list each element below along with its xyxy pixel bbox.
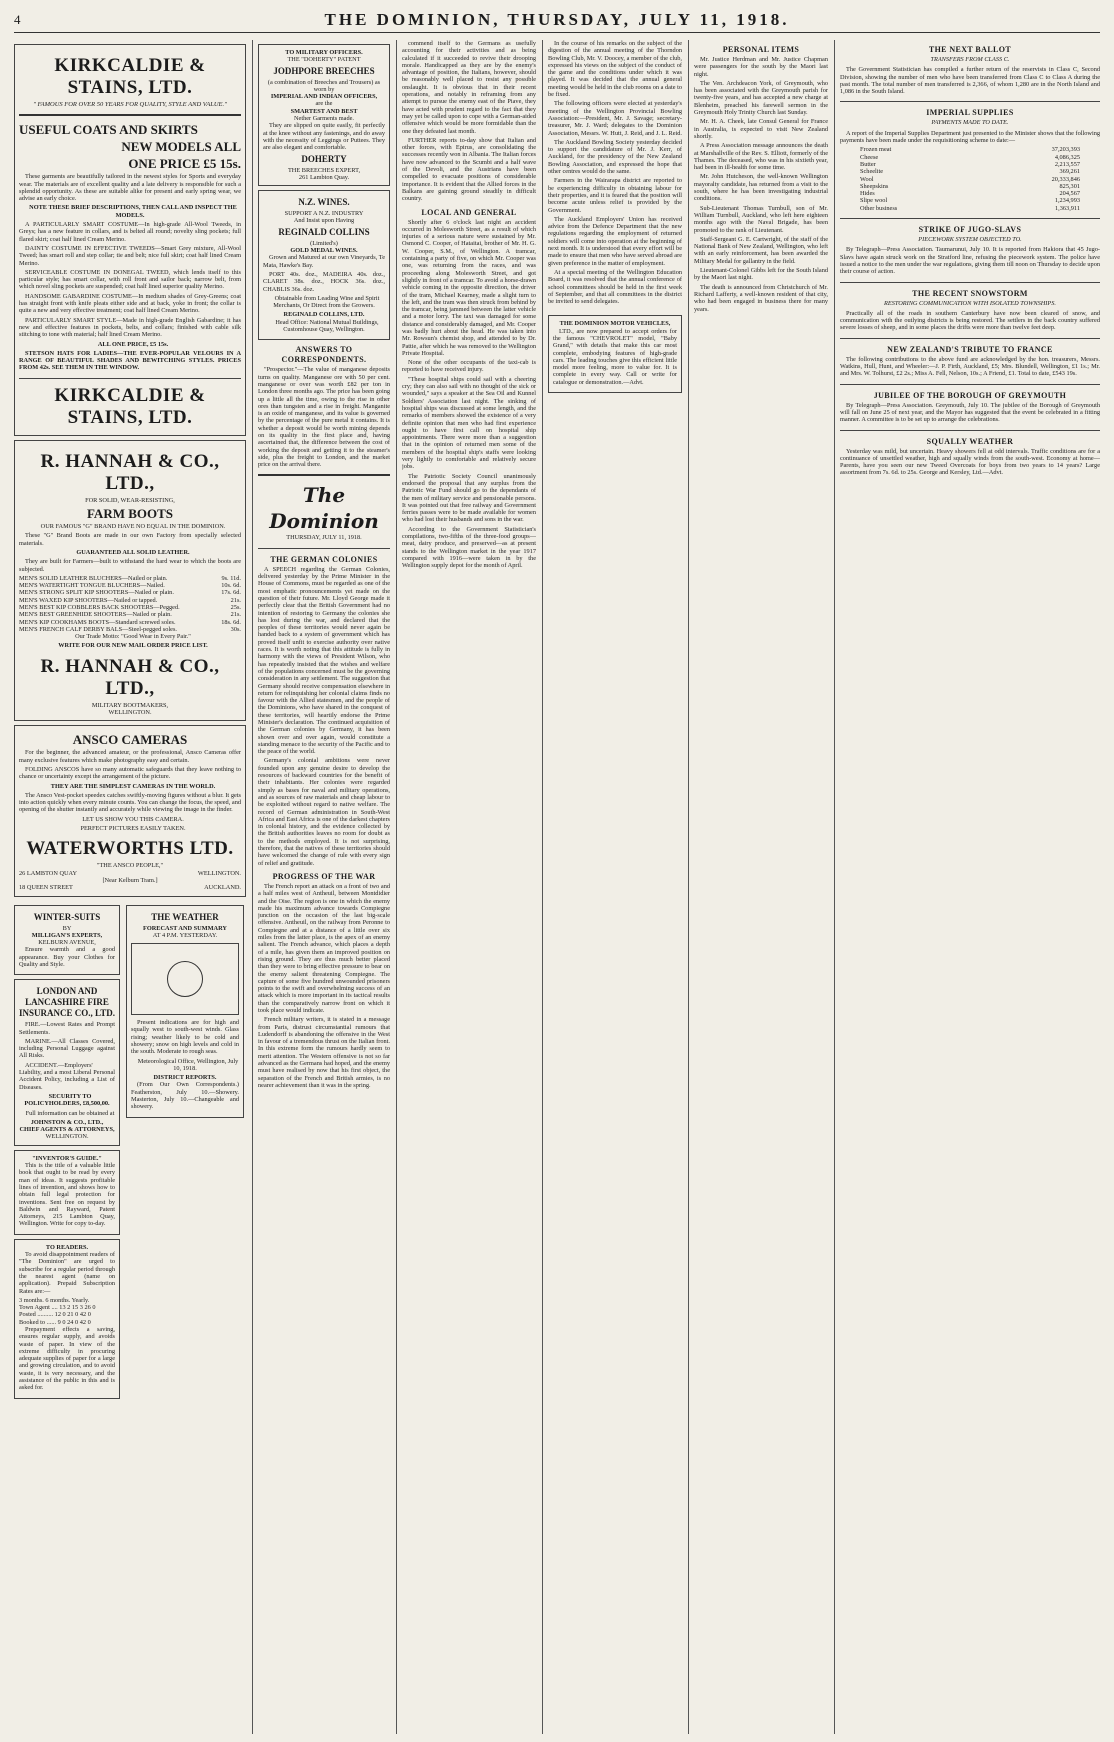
weather-chart (131, 943, 239, 1015)
editorial-continued-2: FURTHER reports to-day show that Italian and other forces, with Epirus, are consolidating the successes recently won in Albania. The Italian forces have now advanced to the Scumbi and a half wave of the Devoli, and the Austrians have been compelled to evacuate positions of considerable importance. It is evident that the Allied forces in the Balkans are gaining ground steadily in difficult country. (402, 136, 536, 203)
supplies-table (840, 146, 1100, 212)
squally-title: SQUALLY WEATHER (926, 436, 1014, 446)
progress-body: The French report an attack on a front of two and a half miles west of Antheuil, between Montdidier and the Oise. The region is one in which the enemy made his maximum advance towards Compiegne junction on the occasion of the last big-scale offensive. Antheuil, on the railway from Peronne to Compiegne and at a distance of a little over six miles from the latter place, is the apex of an enemy salient. The French advance, which places a depth of a mile, has given them an improved position on rising ground. They are thus much better placed than they were to bring effective pressure to bear on the enemy salient threatening Compiegne. The capture of some five hundred unwounded prisoners points to the swift and overwhelming success of an attack which is more important in its tactical results than the comparatively narrow front on which it took place would indicate. (258, 882, 390, 1014)
local-item: The Auckland Bowling Society yesterday decided to support the candidature of Mr. J. Kerr, of Auckland, for the presidency of the New Zealand Bowling Association, and expressed the hope that other centres would do the same. (548, 138, 682, 176)
london-agents2: CHIEF AGENTS & ATTORNEYS, (19, 1126, 115, 1134)
hannah-motto: Our Trade Motto: "Good Wear in Every Pair." (75, 633, 191, 641)
wines-insist: And Insist upon Having (293, 217, 355, 225)
officers-smartest: SMARTEST AND BEST (290, 107, 358, 115)
strike-title: STRIKE OF JUGO-SLAVS (918, 225, 1022, 235)
wines-prices: PORT 40s. doz., MADEIRA 40s. doz., CLARET 38s. doz., HOCK 36s. doz., CHABLIS 36s. doz. (263, 270, 385, 293)
to-readers (14, 1239, 120, 1399)
table-row: Slipe wool 1,234,993 (860, 197, 1080, 205)
hannah-headline: FARM BOOTS (86, 506, 174, 522)
personal-item: Lieutenant-Colonel Gibbs left for the South Island by the Maori last night. (694, 267, 828, 282)
readers-body: To avoid disappointment readers of "The Dominion" are urged to subscribe for a regular period through the nearest agent (name on application). Prepaid Subscription Rates are:— (19, 1251, 115, 1295)
kirkcaldie-item-4: HANDSOME GABARDINE COSTUME—In medium shades of Grey-Greens; coat has straight front with knife pleats either side and at back, yoke in front; the collar is quite a new and very effective treatment; coat half lined Cream Merino. (19, 292, 241, 315)
hannah-desc: These "G" Brand Boots are made in our own Factory from specially selected materials. (19, 532, 241, 547)
kirkcaldie-item-1: A PARTICULARLY SMART COSTUME—In high-grade All-Wool Tweeds, in Greys; has a new feature in collars, and is belted all round; novelty sling pockets; full flared skirt; coat half lined Cream Merino. (19, 221, 241, 243)
tribute-body: The following contributions to the above fund are acknowledged by the hon. treasurers, Messrs. Watkins, Hull, Hunt, and Wheeler:—J. P. Firth, Auckland, £5; Mrs. Blundell, Wellington, £1 1s.; Mr. and Mrs. W. Tolhurst, £2 2s.; Miss A. Fell, Nelson, 10s.; A Friend, £1. Total to date, £543 19s. (840, 355, 1100, 378)
kirkcaldie-item-5: PARTICULARLY SMART STYLE—Made in high-grade English Gabardine; it has new and effective features in pockets, belts, and collars; finished with cable silk stitching to tone with material; half lined Cream Merino. (19, 316, 241, 339)
hannah-name: R. HANNAH & CO., LTD., (40, 450, 220, 494)
progress-body2: French military writers, it is stated in a message from Paris, distrust circumstantial rumours that Ludendorff is abandoning the offensive in the West in favour of a tremendous thrust on the Italian front. In this extreme form the rumours hardly seem to merit attention. The Western offensive is not so far advanced as the Germans had hoped, and the enemy must have realised by now that his first object, the separation of the French and British armies, is no nearer achievement than it was in the spring. (258, 1016, 390, 1089)
london-security: SECURITY TO POLICYHOLDERS, £8,500,00. (24, 1092, 110, 1108)
motor-ad (548, 315, 682, 393)
dominion-date: THURSDAY, JULY 11, 1918. (286, 534, 362, 542)
ansco-perfect: PERFECT PICTURES EASILY TAKEN. (80, 825, 186, 833)
officers-nether: Nether Garments made. (294, 115, 354, 123)
inventors-guide-ad (14, 1150, 120, 1235)
local-item: At a special meeting of the Wellington Education Board, it was resolved that the annual conference of school committees should be held in the first week of September, and that all committees in the district be invited to send delegates. (548, 268, 682, 306)
weather-forecast: Present indications are for high and squally west to south-west winds. Glass rising; weather likely to be cold and showery; snow on high levels and cold in the south. Moderate to rough seas. (131, 1019, 239, 1056)
ansco-people: "THE ANSCO PEOPLE," (96, 862, 164, 870)
price-row: MEN'S SOLID LEATHER BLUCHERS—Nailed or plain. 9s. 11d. (19, 574, 241, 582)
price-row: MEN'S FRENCH CALF DERBY BALS—Steel-pegged soles. 30s. (19, 625, 241, 633)
hannah-for: FOR SOLID, WEAR-RESISTING, (85, 496, 175, 504)
wines-body: Grown and Matured at our own Vineyards, Te Mata, Hawke's Bay. (263, 254, 385, 269)
local-item: The Patriotic Society Council unanimously endorsed the proposal that any surplus from the Patriotic War Fund should go to the dependants of the men of military service and pensionable persons. It was pointed out that free railway and Government ferries passes were to be made available for women who had lost their husbands and sons in the war. (402, 472, 536, 524)
officers-breeches: JODHPORE BREECHES (273, 65, 375, 76)
ballot-body: The Government Statistician has compiled a further return of the reservists in Class C, Second Division, showing the number of men who have been transferred from Class C to Class A during the past month. The total number of men transferred is 2,366, of whom 1,280 are in the North Island and 1,086 in the South Island. (840, 66, 1100, 96)
jubilee-body: By Telegraph—Press Association. Greymouth, July 10. The jubilee of the Borough of Greymouth will fall on June 25 of next year, and the Mayor has suggested that the event be celebrated in a fitting manner. A committee is to be set up to arrange the celebrations. (840, 401, 1100, 424)
wines-obtain: Obtainable from Leading Wine and Spirit Merchants, Or Direct from the Growers. (273, 294, 380, 310)
kirkcaldie-tagline: " FAMOUS FOR OVER 50 YEARS FOR QUALITY, STYLE AND VALUE." (33, 101, 227, 108)
hannah-footer: R. HANNAH & CO., LTD., (40, 655, 220, 699)
snowstorm-title: THE RECENT SNOWSTORM (912, 288, 1028, 298)
motor-body: LTD., are now prepared to accept orders for the famous "CHEVROLET" model, "Baby Grand," with details that make this car most complete, embodying features of high-grade cars. The leading touches give this efficient little model more feeling, more to value for. It is complete in every way. Call or write for catalogue or demonstration.—Advt. (553, 327, 677, 386)
wines-name: REGINALD COLLINS (278, 226, 370, 237)
personal-title: PERSONAL ITEMS (722, 45, 800, 54)
column-2 (258, 40, 390, 1734)
wines-support: SUPPORT A N.Z. INDUSTRY (284, 210, 364, 218)
readers-body2: Prepayment effects a saving, ensures regular supply, and avoids waste of paper. In view of the extreme difficulty in procuring adequate supplies of paper for a large and growing circulation, and to avoid waste, it is very necessary, and the assistance of the public in this and is asked for. (19, 1325, 115, 1392)
weather-district-body: (From Our Own Correspondents.) Featherston, July 10.—Showery. Masterton, July 10.—Changeable and showery. (131, 1081, 239, 1111)
motor-title: THE DOMINION MOTOR VEHICLES, (559, 320, 671, 328)
local-item: In the course of his remarks on the subject of the digestion of the annual meeting of the Thorndon Bowling Club, Mr. V. Doocey, a member of the club, expressed his views on the subject of the conduct of the game and the conditions under which it was played. It was decided that the annual general meeting would be held in the club rooms on a date to be fixed. (548, 40, 682, 99)
local-item: The following officers were elected at yesterday's meeting of the Wellington Provincial Bowling Association:—President, Mr. J. Savage; secretary-treasurer, Mr. J. Ward; delegates to the Dominion Association, Messrs. W. Hutt, J. Reid, and J. L. Reid. (548, 100, 682, 137)
colonies-body2: Germany's colonial ambitions were never founded upon any genuine desire to develop the resources of backward countries for the benefit of their inhabitants. Her colonies were regarded simply as bases for naval and military operations, and as sources of raw materials and cheap labour to be exploited without regard to native welfare. The record of German administration in South-West Africa and East Africa is one of the darkest chapters in colonial history, and the evidence collected by the British authorities leaves no room for doubt as to the methods employed. It is not surprising, therefore, that the natives of these territories should have welcomed the change of rule with every sign of relief and gratitude. (258, 757, 390, 867)
editorial-continued: commend itself to the Germans as usefully accounting for their activities and as being calculated if it succeeded to revive their drooping morale. Handicapped as they are by the enemy's advantage of position, the Italians, however, should be reasonably well placed to resist any possible onslaught. It is obvious that in their recent operations, and notably in reframing from any attempt to pursue the enemy east of the Piave, they have acted with prudent regard to the fact that they may yet be called upon to cope with a German-aided offensive which would be more formidable than the one they defeated last month. (402, 40, 536, 135)
hannah-guarantee: GUARANTEED ALL SOLID LEATHER. (76, 548, 190, 556)
progress-title: PROGRESS OF THE WAR (272, 871, 376, 881)
milligans-ad (14, 905, 120, 976)
ansco-vest: The Ansco Vest-pocket speedex catches swiftly-moving figures without a blur. It gets into action quickly when every minute counts. You can change the focus, the speed, and opening of the shutter instantly and accurately while viewing the image in the finder. (19, 791, 241, 814)
officers-doherty: THE "DOHERTY" PATENT (287, 56, 361, 64)
wines-ad (258, 190, 390, 340)
ansco-address-1: 26 LAMBTON QUAY WELLINGTON. (19, 869, 241, 877)
kirkcaldie-sub1: NEW MODELS ALL (121, 139, 241, 155)
local-item: Shortly after 6 o'clock last night an accident occurred in Molesworth Street, as a result of which injuries of a serious nature were sustained by Mr. Osmond C. Cooper, of Hataitai, brother of Mr. H. G. W. Cooper, S.M., of Wellington. A tramcar, containing a party of five, on which Mr. Cooper was one, was returning from the races, and was proceeding along Molesworth Street, and got slightly in front of a tramcar. To avoid a horse-drawn vehicle coming in the opposite direction, the driver of the tram, Michael Kearney, made a slight turn to the left, and the tram was then struck from behind by the tramcar, being jammed between the latter vehicle and a motor lorry. The taxi was damaged for some distance and considerably damaged, and Mr. Cooper was badly hurt about the head. He was taken into Mr. Rowsun's chemist shop, and attended to by Dr. Pattie, after which he was removed to the Wellington Private Hospital. (402, 218, 536, 357)
kirkcaldie-price: ALL ONE PRICE, £5 15s. (97, 340, 169, 348)
table-row: Wool 20,333,846 (860, 175, 1080, 183)
table-row: Frozen meat 37,203,393 (860, 146, 1080, 154)
supplies-sub: PAYMENTS MADE TO DATE. (931, 119, 1009, 127)
inventors-body: This is the title of a valuable little book that ought to be read by every man of ideas. It suggests profitable lines of invention, and shows how to obtain full legal protection for inventions. Sent free on request by Baldwin and Rayward, Patent Attorneys, 215 Lambton Quay, Wellington. Write for copy to-day. (19, 1162, 115, 1228)
hannah-catalogue: WRITE FOR OUR NEW MAIL ORDER PRICE LIST. (58, 642, 208, 650)
price-row: MEN'S STRONG SPLIT KIP SHOOTERS—Nailed or plain. 17s. 6d. (19, 589, 241, 597)
personal-item: Mr. Justice Herdman and Mr. Justice Chapman were passengers for the south by the Maori last night. (694, 56, 828, 78)
weather-title: THE WEATHER (151, 911, 219, 922)
london-fire: FIRE.—Lowest Rates and Prompt Settlements. (19, 1021, 115, 1036)
wines-ltd: (Limited's) (310, 239, 338, 247)
rates-head: 3 months. 6 months. Yearly. (19, 1296, 90, 1304)
kirkcaldie-sub2: ONE PRICE £5 15s. (128, 156, 241, 172)
kirkcaldie-note: NOTE THESE BRIEF DESCRIPTIONS, THEN CALL AND INSPECT THE MODELS. (29, 204, 237, 219)
colonies-title: THE GERMAN COLONIES (270, 554, 378, 564)
london-city: WELLINGTON. (45, 1133, 89, 1141)
personal-item: Sub-Lieutenant Thomas Turnbull, son of Mr. William Turnbull, Auckland, who left here eighteen months ago with the Naval Brigade, has been promoted to the rank of Lieutenant. (694, 204, 828, 234)
kirkcaldie-headline: USEFUL COATS AND SKIRTS (19, 122, 198, 138)
price-row: MEN'S WATERTIGHT TONGUE BLUCHERS—Nailed. 10s. 6d. (19, 582, 241, 590)
officers-ad (258, 44, 390, 186)
ansco-folding: FOLDING ANSCOS have so many automatic safeguards that they leave nothing to chance or uncertainty except the arrangement of the picture. (19, 765, 241, 781)
milligans-by: BY (62, 924, 72, 932)
milligans-title: WINTER-SUITS (33, 911, 101, 922)
local-item: None of the other occupants of the taxi-cab is reported to have received injury. (402, 359, 536, 374)
ansco-body: For the beginner, the advanced amateur, or the professional, Ansco Cameras offer many exclusive features which make photography easy and certain. (19, 749, 241, 764)
correspondents-title: ANSWERS TO CORRESPONDENTS. (281, 345, 367, 365)
price-row: MEN'S KIP COOKHAMS BOOTS—Standard screwed soles. 18s. 6d. (19, 618, 241, 626)
table-row: Hides 204,567 (860, 190, 1080, 198)
supplies-title: IMPERIAL SUPPLIES (926, 108, 1014, 118)
london-agents: JOHNSTON & CO., LTD., (30, 1118, 104, 1126)
weather-time: AT 4 P.M. YESTERDAY. (152, 931, 218, 939)
officers-imperial: IMPERIAL AND INDIAN OFFICERS, (270, 93, 378, 101)
hannah-intro: OUR FAMOUS "G" BRAND HAVE NO EQUAL IN THE DOMINION. (40, 523, 226, 531)
kirkcaldie-intro: These garments are beautifully tailored in the newest styles for Sports and everyday wear. The materials are of excellent quality and a late delivery is responsible for such a splendid opportunity. As these are suitable alike for present and early spring wear, we advise an early choice. (19, 173, 241, 203)
column-6 (840, 40, 1100, 1734)
london-marine: MARINE.—All Classes Covered, including Personal Luggage against All Risks. (19, 1037, 115, 1060)
london-info: Full information can be obtained at (25, 1109, 115, 1117)
price-row: MEN'S BEST GREENHIDE SHOOTERS—Nailed or plain. 21s. (19, 611, 241, 619)
personal-item: Mr. H. A. Cheek, late Consul General for France in Australia, is expected to visit New Zealand shortly. (694, 118, 828, 140)
hannah-price-list (19, 575, 241, 633)
milligans-name: MILLIGAN'S EXPERTS, (31, 931, 103, 939)
wines-title: N.Z. WINES. (298, 197, 350, 208)
local-item: "These hospital ships could sail with a cheering cry; they can also sail with no thought of the sick or wounded," says a speaker at the Sea Oil and Kunnel Soldiers' Association last night. The sinking of hospital ships was discussed at some length, and the remarks of members showed the existence of a very definite opinion that men who had first experience ought to have first call on hospital ship appointments. There were more than a suggestion that in the opinion of returned men some of the members of the hospital ship's staffs were looking very lightly to comfortable and relatively secure jobs. (402, 375, 536, 471)
snowstorm-body: Practically all of the roads in southern Canterbury have now been cleared of snow, and communication with the outlying districts is being restored. The settlers in the back country suffered severe losses of sheep, and in some places the drifts were more than twelve feet deep. (840, 309, 1100, 332)
hannah-city: WELLINGTON. (108, 709, 152, 717)
ansco-show: LET US SHOW YOU THIS CAMERA. (82, 815, 184, 823)
personal-item: Staff-Sergeant G. E. Cartwright, of the staff of the National Bank of New Zealand, Wellington, who left with an early reinforcement, has been awarded the Military Medal for gallantry in the field. (694, 235, 828, 265)
price-row: MEN'S BEST KIP COBBLERS BACK SHOOTERS—Pegged. 25s. (19, 603, 241, 611)
ansco-simplest: THEY ARE THE SIMPLEST CAMERAS IN THE WORLD. (50, 782, 216, 790)
dominion-masthead: The Dominion (269, 483, 379, 534)
local-item: Farmers in the Wairarapa district are reported to be experiencing difficulty in obtaining labour for their properties, and it is feared that the position will become acute unless relief is provided by the Government. (548, 177, 682, 214)
local-item: The Auckland Employers' Union has received advice from the Defence Department that the new regulations regarding the employment of returned soldiers will come into operation at the beginning of next month. It is understood that every effort will be made to ensure that men who have served abroad are given preference in the matter of employment. (548, 215, 682, 267)
table-row: Sheepskins 825,301 (860, 182, 1080, 190)
strike-sub: PIECEWORK SYSTEM OBJECTED TO. (918, 236, 1022, 244)
personal-item: The death is announced from Christchurch of Mr. Richard Lafferty, a well-known resident of that city, who had been engaged in business there for many years. (694, 283, 828, 313)
milligans-body: Ensure warmth and a good appearance. Buy your Clothes for Quality and Style. (19, 946, 115, 968)
readers-title: TO READERS. (45, 1243, 89, 1251)
ansco-address-2: 18 QUEEN STREET AUCKLAND. (19, 884, 241, 892)
weather-sub: FORECAST AND SUMMARY (143, 924, 227, 932)
weather-met: Meteorological Office, Wellington, July 10, 1918. (137, 1057, 239, 1072)
strike-body: By Telegraph—Press Association. Taumarunui, July 10. It is reported from Hakiora that 45 Jugo-Slavs have again struck work on the Stratford line, refusing the piecework system. The police have issued a notice to the men under the war regulations, giving them till noon on Thursday to decide upon their course of action. (840, 246, 1100, 276)
snowstorm-sub: RESTORING COMMUNICATION WITH ISOLATED TOWNSHIPS. (884, 299, 1056, 307)
personal-item: A Press Association message announces the death at Marshallville of the Rev. S. Elliott, formerly of the Thames. The deceased, who was in his sixtieth year, had been in ill-health for some time. (694, 142, 828, 172)
london-accident: ACCIDENT.—Employers' Liability, and a most Liberal Personal Accident Policy, including a List of Diseases. (19, 1061, 115, 1091)
column-4 (548, 40, 682, 1734)
column-1 (14, 40, 246, 1734)
kirkcaldie-ad (14, 44, 246, 436)
hannah-ad (14, 440, 246, 722)
tribute-title: NEW ZEALAND'S TRIBUTE TO FRANCE (887, 344, 1053, 354)
kirkcaldie-footer: KIRKCALDIE & STAINS, LTD. (54, 384, 206, 428)
weather-map-icon (167, 961, 203, 997)
kirkcaldie-item-3: SERVICEABLE COSTUME IN DONEGAL TWEED, which lends itself to this particular style; has smart collar, with roll front and sailor back; narrow belt, from which novel sling pockets are suspended; coat half lined superior quality Merino. (19, 268, 241, 291)
waterworths-name: WATERWORTHS LTD. (26, 838, 234, 860)
wines-name2: REGINALD COLLINS, LTD. (283, 311, 365, 319)
page-number: 4 (14, 12, 21, 27)
ballot-sub: TRANSFERS FROM CLASS C. (930, 56, 1010, 63)
ansco-headline: ANSCO CAMERAS (72, 732, 188, 748)
newspaper-date-title: THE DOMINION, THURSDAY, JULY 11, 1918. (324, 10, 790, 29)
milligans-addr: KELBURN AVENUE, (38, 939, 96, 947)
weather-district: DISTRICT REPORTS. (153, 1074, 217, 1082)
table-row: Scheelite 369,261 (860, 168, 1080, 176)
ansco-near: [Near Kelburn Tram.] (102, 876, 158, 884)
personal-item: Mr. John Hutcheson, the well-known Wellington mayoralty candidate, has returned from a visit to the south, where he has been investigating industrial conditions. (694, 173, 828, 203)
hannah-desc2: They are built for Farmers—built to withstand the hard wear to which the boots are subjected. (19, 558, 241, 573)
wines-office: Head Office: National Mutual Buildings, Customhouse Quay, Wellington. (275, 318, 379, 334)
officers-maker2: THE BREECHES EXPERT, (287, 166, 361, 174)
officers-addr: 261 Lambton Quay. (298, 173, 350, 181)
rate-row: Booked to ...... 9 0 24 0 42 0 (19, 1318, 91, 1326)
price-row: MEN'S WAXED KIP SHOOTERS—Nailed or tapped. 21s. (19, 596, 241, 604)
weather-section (126, 905, 244, 1118)
kirkcaldie-item-2: DAINTY COSTUME IN EFFECTIVE TWEEDS—Smart Grey mixture, All-Wool Tweed; has smart roll and step collar; tie and belt; nice full skirt; coat half lined Cream Merino. (19, 244, 241, 267)
page-masthead (14, 8, 1100, 33)
colonies-body: A SPEECH regarding the German Colonies, delivered yesterday by the Prime Minister in the House of Commons, must be regarded as one of the most emphatic pronouncements yet made on the question of their future. Mr. Lloyd George made it perfectly clear that the British Government had no intention of restoring to Germany the colonies she has lost during the war, and declared that the peoples of these territories would never again be handed back to a system of government which has proved itself unfit to exercise authority over native races. It is worth noting that this attitude is fully in harmony with the views of President Wilson, who has repeatedly insisted that the wishes and welfare of the populations concerned must be the governing consideration in any settlement. The suggestion that Germany should receive compensation elsewhere in return for relinquishing her colonial claims finds no favour with the Allied statesmen, and the people of the Dominions, who have shared in the conquest of these territories, will heartily endorse the Prime Minister's declaration. The continued acquisition of the German colonies by Germany, it has been shown over and over again, would constitute a standing menace to the security of the Pacific and to the peace of the world. (258, 565, 390, 756)
personal-item: The Ven. Archdeacon York, of Greymouth, who has been associated with the Greymouth parish for twenty-five years, and has accepted a new charge at Blenheim, preached his farewell sermon in the Greymouth Holy Trinity Church last Sunday. (694, 79, 828, 117)
squally-body: Yesterday was mild, but uncertain. Heavy showers fell at odd intervals. Traffic conditions are for a continuance of unsettled weather, high and squally winds from the south-west. Economy at home—Parents, have you seen our new Tweed Overcoats for boys from two years to 14 years? Large assortment from 7s. 6d. to 25s. George and Kersley, Ltd.—Advt. (840, 447, 1100, 477)
officers-body: They are slipped on quite easily, fit perfectly at the knee without any fastenings, and do away with the necessity of Leggings or Puttees. They are also elegant and comfortable. (263, 122, 385, 152)
rate-row: Town Agent .... 13 2 15 3 26 0 (19, 1304, 96, 1312)
column-5 (694, 40, 828, 1734)
london-name: LONDON AND LANCASHIRE FIRE INSURANCE CO., LTD. (19, 986, 115, 1019)
table-row: Other business 1,363,911 (860, 204, 1080, 212)
local-item: According to the Government Statistician's compilations, two-fifths of the three-food groups—meat, dairy produce, and preserved—as at present stands to the Wellington market in the year 1917 compared with 1916—were taken in by the Wellington supply depot for the month of April. (402, 525, 536, 570)
column-3 (402, 40, 536, 1734)
officers-title: TO MILITARY OFFICERS. (285, 49, 363, 56)
table-row: Cheese 4,086,325 (860, 153, 1080, 161)
inventors-title: "INVENTOR'S GUIDE." (32, 1154, 102, 1162)
jubilee-title: JUBILEE OF THE BOROUGH OF GREYMOUTH (873, 390, 1067, 400)
officers-are: are the (315, 100, 333, 108)
officers-maker: DOHERTY (301, 153, 347, 164)
london-lancashire-ad (14, 979, 120, 1145)
wines-medal: GOLD MEDAL WINES. (290, 247, 358, 255)
kirkcaldie-stetson: STETSON HATS FOR LADIES—THE EVER-POPULAR VELOURS IN A RANGE OF BEAUTIFUL SHADES AND BEWITCHING STYLES. PRICES FROM 42s. SEE THEM IN THE WINDOW. (19, 349, 241, 372)
ansco-ad (14, 725, 246, 896)
hannah-footer2: MILITARY BOOTMAKERS, (91, 701, 169, 709)
table-row: Butter 2,213,557 (860, 160, 1080, 168)
local-general-title: LOCAL AND GENERAL (421, 207, 517, 217)
rate-row: Posted .......... 12 0 21 0 42 0 (19, 1311, 91, 1319)
kirkcaldie-name: KIRKCALDIE & STAINS, LTD. (54, 55, 206, 98)
officers-combination: (a combination of Breeches and Trousers) as worn by (267, 78, 381, 93)
ballot-title: THE NEXT BALLOT (928, 45, 1012, 54)
supplies-body: A report of the Imperial Supplies Department just presented to the Minister shows that the following payments have been made under the requisitioning scheme to date:— (840, 129, 1100, 145)
correspondents-body: "Prospector."—The value of manganese deposits turns on quality. Manganese ore with 50 per cent. manganese or over was worth £82 per ton in London three months ago. The price has been going up a little all the time, owing to the rise in other ores than tungsten and a rise in freight. Manganite is an oxide of manganese, and its value is governed by the percentage of the pure metal it contains. It is whether a deposit would be worth mining depends on its quality in the first place and, having ascertained that, the difference between the cost of working the deposit and getting it to the steamer's side, plus the freight to London, and the market price on the arrival there. (258, 366, 390, 469)
